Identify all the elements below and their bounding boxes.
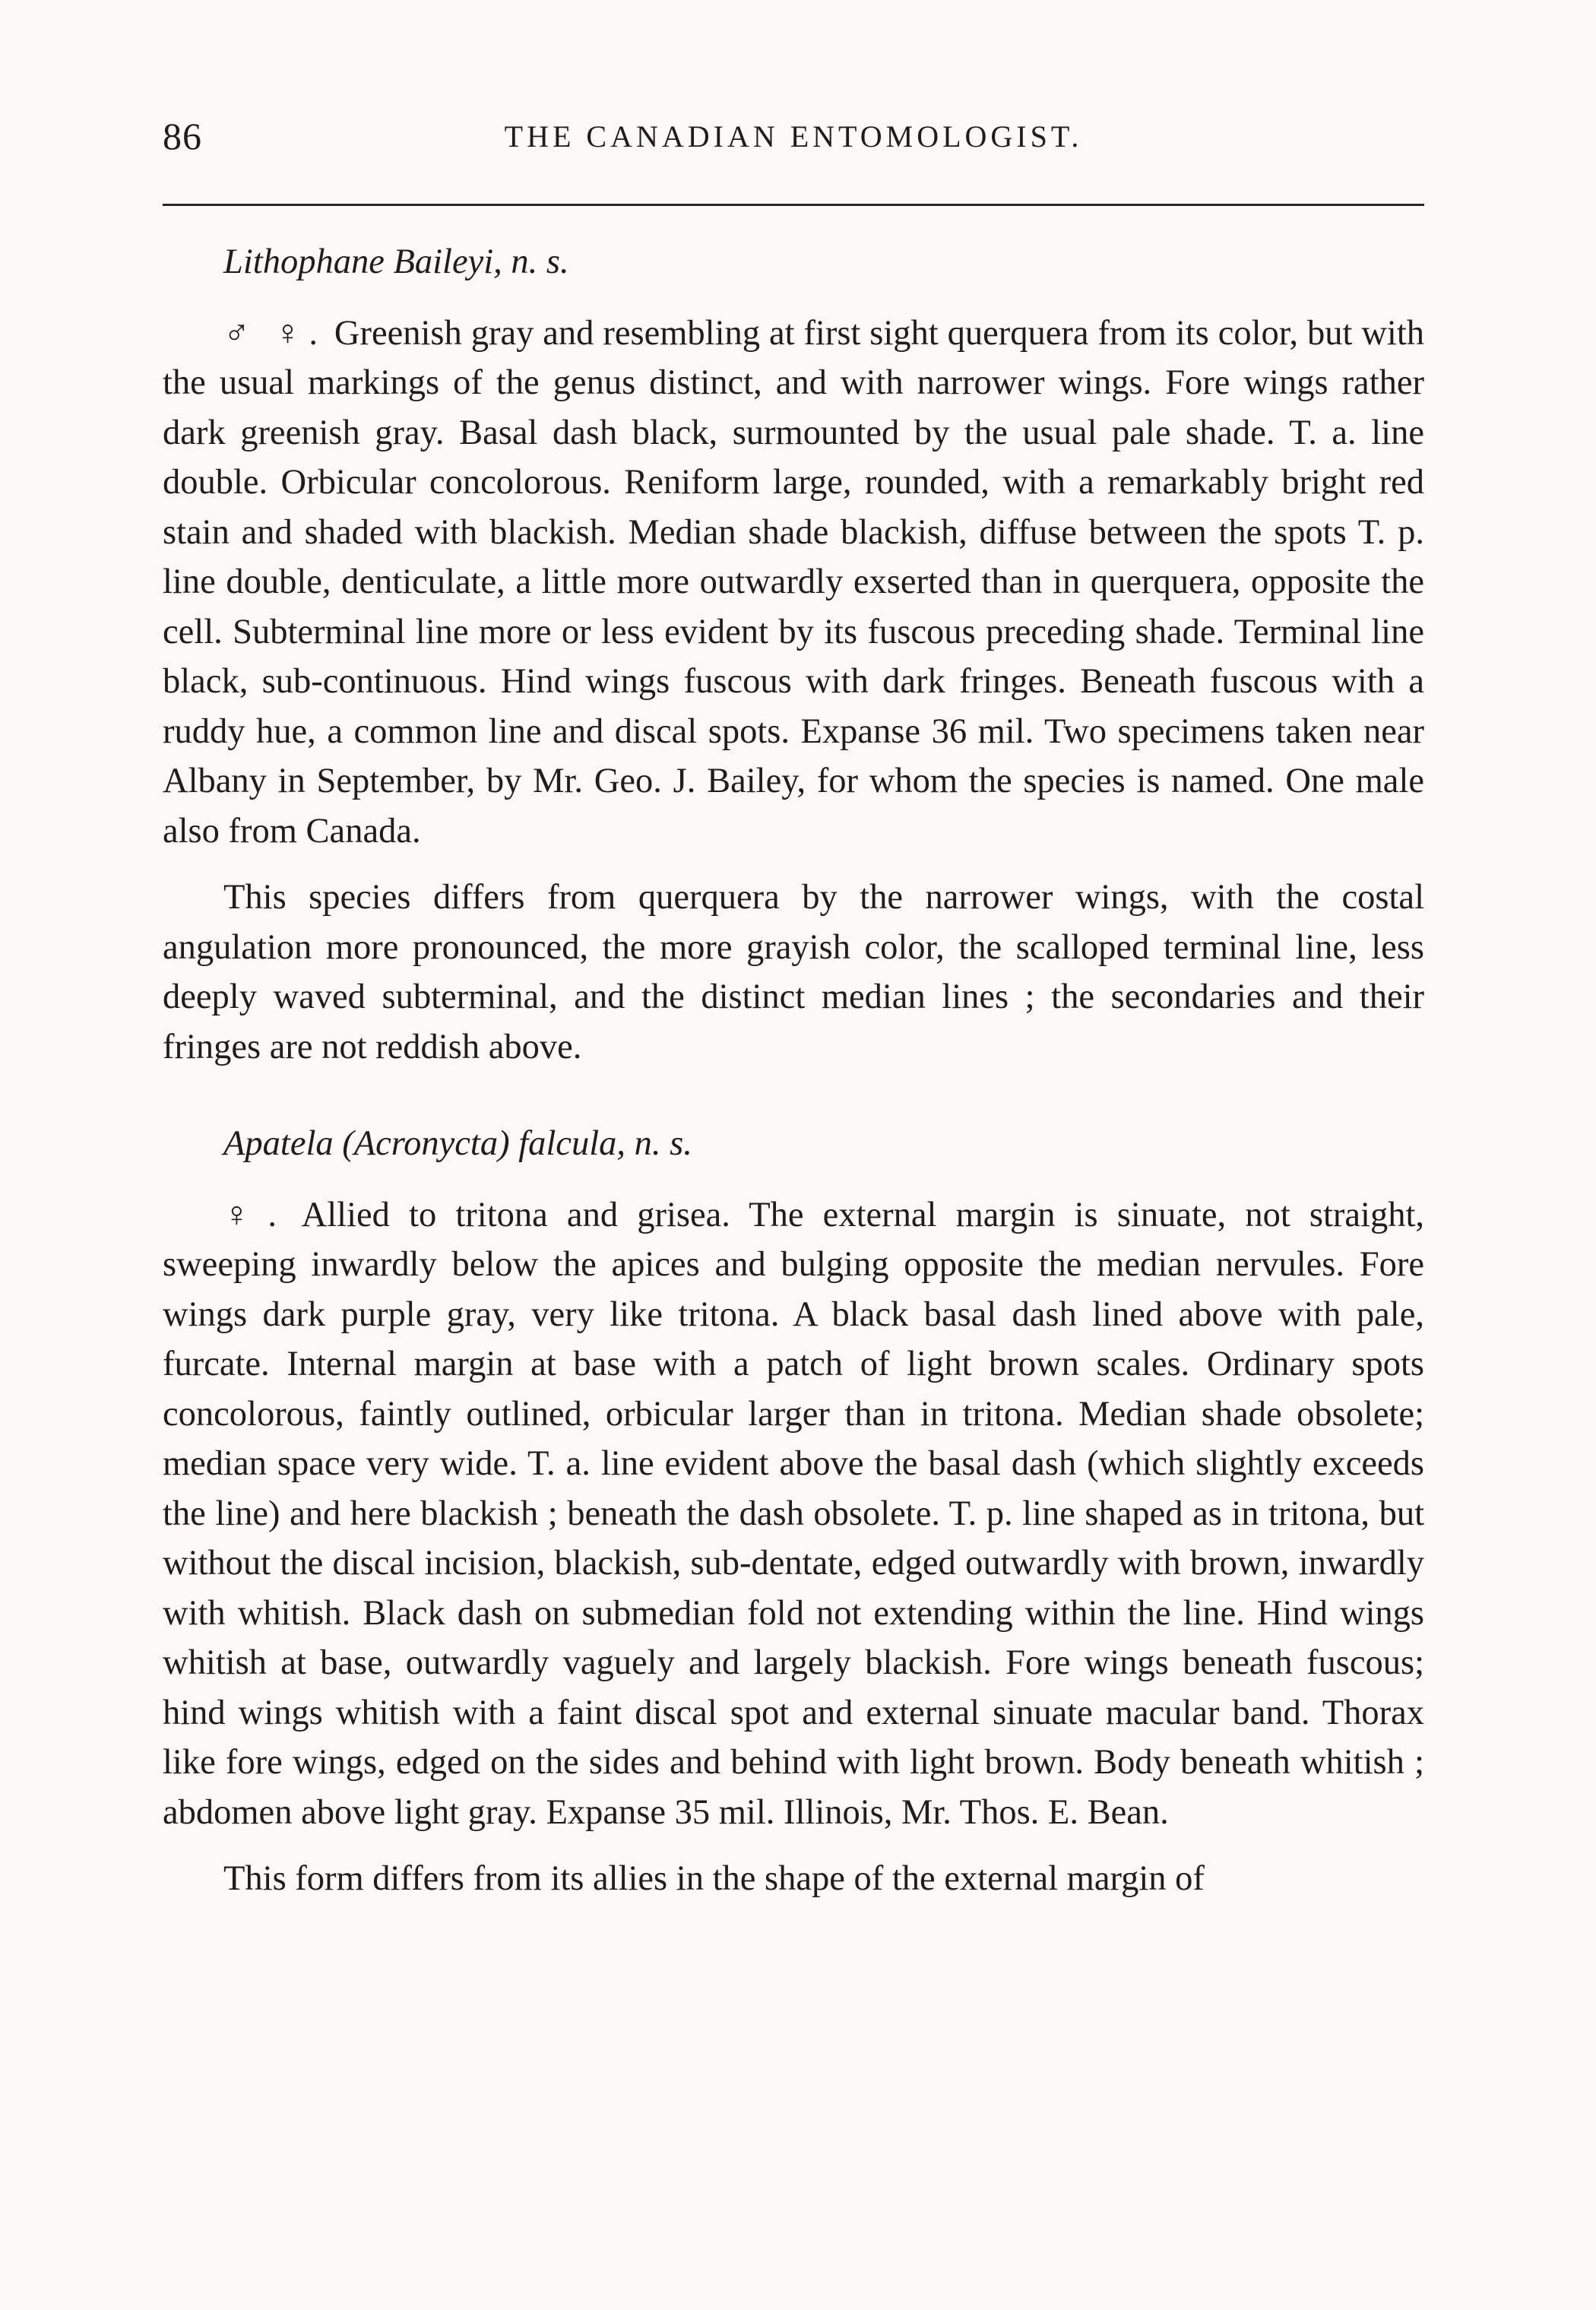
- sex-symbols: ♀.: [223, 1195, 285, 1234]
- description-lithophane-baileyi: [163, 309, 1424, 857]
- description-text: Greenish gray and resembling at first sight querquera from its color, but with the usual markings of the genus distinct, and with narrower wings. Fore wings rather dark greenish gray. Basal dash black, surmounted by the usual pale shade. T. a. line double. Orbicular concolorous. Reniform large, rounded, with a remarkably bright red stain and shaded with blackish. Median shade blackish, diffuse between the spots T. p. line double, denticulate, a little more outwardly exserted than in querquera, opposite the cell. Subterminal line more or less evident by its fuscous preceding shade. Terminal line black, sub-continuous. Hind wings fuscous with dark fringes. Beneath fuscous with a ruddy hue, a common line and discal spots. Expanse 36 mil. Two specimens taken near Albany in September, by Mr. Geo. J. Bailey, for whom the species is named. One male also from Canada.: [163, 313, 1425, 851]
- page-number: 86: [163, 115, 202, 157]
- article-body: [163, 237, 1424, 1904]
- species-title-lithophane-baileyi: Lithophane Baileyi, n. s.: [223, 242, 569, 281]
- species-title-apatela-falcula: Apatela (Acronycta) falcula, n. s.: [223, 1124, 692, 1163]
- description-apatela-falcula: [163, 1190, 1424, 1838]
- sex-symbols: ♂ ♀.: [223, 313, 325, 353]
- comparison-lithophane-baileyi: This species differs from querquera by the narrower wings, with the costal angulation more pronounced, the more grayish color, the scalloped terminal line, less deeply waved subterminal, and the distinct median lines ; the secondaries and their fringes are not reddish above.: [163, 878, 1424, 1066]
- description-text: Allied to tritona and grisea. The external margin is sinuate, not straight, sweeping inwardly below the apices and bulging opposite the median nervules. Fore wings dark purple gray, very like tritona. A black basal dash lined above with pale, furcate. Internal margin at base with a patch of light brown scales. Ordinary spots concolorous, faintly outlined, orbicular larger than in tritona. Median shade obsolete; median space very wide. T. a. line evident above the basal dash (which slightly exceeds the line) and here blackish ; beneath the dash obsolete. T. p. line shaped as in tritona, but without the discal incision, blackish, sub-dentate, edged outwardly with brown, inwardly with whitish. Black dash on submedian fold not extending within the line. Hind wings whitish at base, outwardly vaguely and largely blackish. Fore wings beneath fuscous; hind wings whitish with a faint discal spot and external sinuate macular band. Thorax like fore wings, edged on the sides and behind with light brown. Body beneath whitish ; abdomen above light gray. Expanse 35 mil. Illinois, Mr. Thos. E. Bean.: [163, 1195, 1425, 1832]
- page-header: [163, 114, 1424, 175]
- header-rule: [163, 204, 1424, 206]
- comparison-apatela-falcula: This form differs from its allies in the shape of the external margin of: [223, 1859, 1205, 1898]
- running-head: THE CANADIAN ENTOMOLOGIST.: [504, 119, 1083, 154]
